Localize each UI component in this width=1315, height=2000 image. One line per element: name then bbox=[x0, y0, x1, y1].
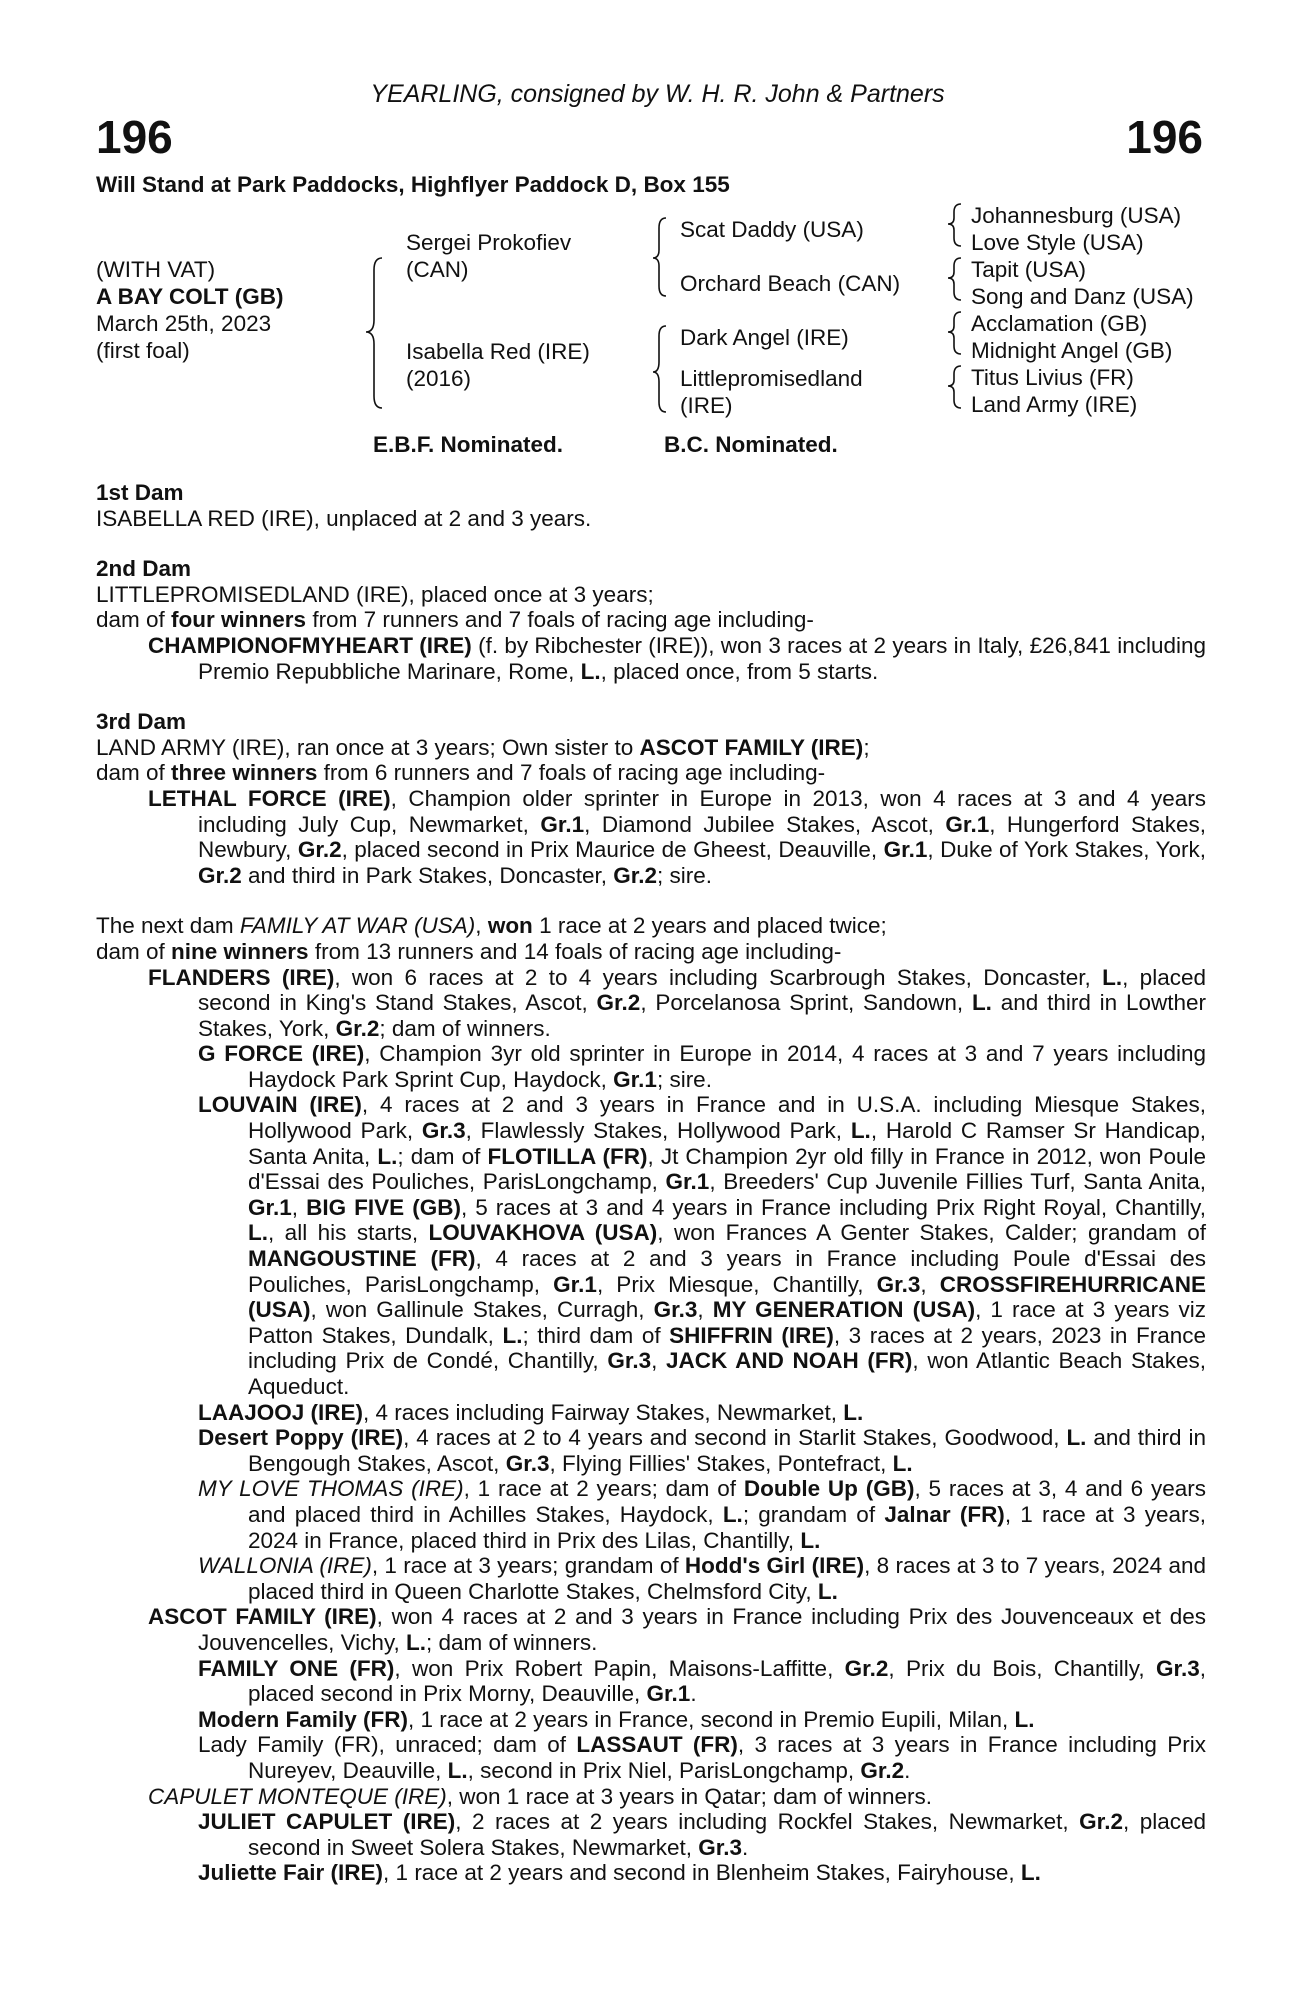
dam-sire: Dark Angel (IRE) bbox=[680, 325, 849, 350]
sire-sire: Scat Daddy (USA) bbox=[680, 217, 864, 242]
second-dam-line2: dam of four winners from 7 runners and 7 foals of racing age including- bbox=[96, 607, 814, 633]
brace-main bbox=[366, 258, 382, 408]
sire-name: Sergei Prokofiev bbox=[406, 230, 572, 255]
second-dam-heading: 2nd Dam bbox=[96, 556, 192, 582]
entry-capulet-monteque: CAPULET MONTEQUE (IRE), won 1 race at 3 years in Qatar; dam of winners. bbox=[148, 1783, 933, 1809]
entry-modern-family: Modern Family (FR), 1 race at 2 years in France, second in Premio Eupili, Milan, L. bbox=[198, 1706, 1035, 1732]
entry-wallonia: WALLONIA (IRE), 1 race at 3 years; grandam of Hodd's Girl (IRE), 8 races at 3 to 7 years, 2024 and placed third in Queen Charlotte Stakes, Chelmsford City, L. bbox=[198, 1553, 1206, 1604]
dd-sire: Titus Livius (FR) bbox=[971, 365, 1134, 390]
entry-g-force: G FORCE (IRE), Champion 3yr old sprinter in Europe in 2014, 4 races at 3 and 7 years including Haydock Park Sprint Cup, Haydock, Gr.1; sire. bbox=[198, 1041, 1206, 1092]
first-dam-text: ISABELLA RED (IRE), unplaced at 2 and 3 years. bbox=[96, 505, 592, 531]
entry-juliet-capulet: JULIET CAPULET (IRE), 2 races at 2 years including Rockfel Stakes, Newmarket, Gr.2, placed second in Sweet Solera Stakes, Newmarket, Gr.3. bbox=[198, 1809, 1206, 1860]
ebf-nominated: E.B.F. Nominated. bbox=[373, 432, 564, 457]
entry-family-one: FAMILY ONE (FR), won Prix Robert Papin, Maisons-Laffitte, Gr.2, Prix du Bois, Chantilly, Gr.3, placed second in Prix Morny, Deauville, Gr.1. bbox=[198, 1655, 1207, 1707]
horse-foal-note: (first foal) bbox=[96, 338, 190, 363]
sire-country: (CAN) bbox=[406, 257, 469, 282]
ss-dam: Love Style (USA) bbox=[971, 230, 1144, 255]
entry-laajooj: LAAJOOJ (IRE), 4 races including Fairway Stakes, Newmarket, L. bbox=[198, 1399, 864, 1425]
horse-name: A BAY COLT (GB) bbox=[96, 284, 284, 309]
ss-sire: Johannesburg (USA) bbox=[971, 203, 1182, 228]
produce-record bbox=[96, 480, 1206, 1886]
lot-number-right: 196 bbox=[1126, 111, 1203, 163]
next-dam-line2: dam of nine winners from 13 runners and 14 foals of racing age including- bbox=[96, 938, 842, 964]
sire-dam: Orchard Beach (CAN) bbox=[680, 271, 901, 296]
ds-sire: Acclamation (GB) bbox=[971, 311, 1148, 336]
entry-juliette-fair: Juliette Fair (IRE), 1 race at 2 years and second in Blenheim Stakes, Fairyhouse, L. bbox=[198, 1860, 1041, 1886]
third-dam-heading: 3rd Dam bbox=[96, 709, 187, 735]
next-dam-line1: The next dam FAMILY AT WAR (USA), won 1 race at 2 years and placed twice; bbox=[96, 913, 887, 939]
pedigree-braces bbox=[0, 0, 1315, 440]
dam-year: (2016) bbox=[406, 366, 472, 391]
horse-dob: March 25th, 2023 bbox=[96, 311, 272, 336]
entry-ascot-family: ASCOT FAMILY (IRE), won 4 races at 2 and 3 years in France including Prix des Jouvenceaux et des Jouvencelles, Vichy, L.; dam of winners. bbox=[148, 1604, 1206, 1655]
lot-number-left: 196 bbox=[96, 111, 173, 163]
brace-ss bbox=[948, 204, 961, 246]
sd-sire: Tapit (USA) bbox=[971, 257, 1087, 282]
brace-sire bbox=[653, 218, 666, 296]
third-dam-line1: LAND ARMY (IRE), ran once at 3 years; Own sister to ASCOT FAMILY (IRE); bbox=[96, 734, 870, 760]
third-dam-winner-entry: LETHAL FORCE (IRE), Champion older sprinter in Europe in 2013, won 4 races at 3 and 4 years including July Cup, Newmarket, Gr.1, Diamond Jubilee Stakes, Ascot, Gr.1, Hungerford Stakes, Newbury, Gr.2, placed second in Prix Maurice de Gheest, Deauville, Gr.1, Duke of York Stakes, York, Gr.2 and third in Park Stakes, Doncaster, Gr.2; sire. bbox=[148, 785, 1207, 888]
dam-dam-country: (IRE) bbox=[680, 393, 733, 418]
second-dam-winner-entry: CHAMPIONOFMYHEART (IRE) (f. by Ribchester (IRE)), won 3 races at 2 years in Italy, £26,841 including Premio Repubbliche Marinare, Rome, L., placed once, from 5 starts. bbox=[148, 632, 1207, 684]
vat-note: (WITH VAT) bbox=[96, 257, 216, 282]
sd-dam: Song and Danz (USA) bbox=[971, 284, 1194, 309]
entry-my-love-thomas: MY LOVE THOMAS (IRE), 1 race at 2 years; dam of Double Up (GB), 5 races at 3, 4 and 6 years and placed third in Achilles Stakes, Haydock, L.; grandam of Jalnar (FR), 1 race at 3 years, 2024 in France, placed third in Prix des Lilas, Chantilly, L. bbox=[198, 1476, 1207, 1553]
brace-ds bbox=[948, 312, 961, 354]
dd-dam: Land Army (IRE) bbox=[971, 392, 1138, 417]
first-dam-heading: 1st Dam bbox=[96, 480, 184, 505]
brace-dam bbox=[653, 326, 666, 412]
brace-dd bbox=[948, 366, 961, 408]
ds-dam: Midnight Angel (GB) bbox=[971, 338, 1173, 363]
bc-nominated: B.C. Nominated. bbox=[664, 432, 838, 457]
third-dam-line2: dam of three winners from 6 runners and 7 foals of racing age including- bbox=[96, 760, 826, 786]
entry-desert-poppy: Desert Poppy (IRE), 4 races at 2 to 4 years and second in Starlit Stakes, Goodwood, L. and third in Bengough Stakes, Ascot, Gr.3, Flying Fillies' Stakes, Pontefract, L. bbox=[198, 1425, 1206, 1476]
dam-name: Isabella Red (IRE) bbox=[406, 339, 590, 364]
dam-dam: Littlepromisedland bbox=[680, 366, 863, 391]
entry-flanders: FLANDERS (IRE), won 6 races at 2 to 4 years including Scarbrough Stakes, Doncaster, L., placed second in King's Stand Stakes, Ascot, Gr.2, Porcelanosa Sprint, Sandown, L. and third in Lowther Stakes, York, Gr.2; dam of winners. bbox=[148, 964, 1206, 1041]
entry-lady-family: Lady Family (FR), unraced; dam of LASSAUT (FR), 3 races at 3 years in France including Prix Nureyev, Deauville, L., second in Prix Niel, ParisLongchamp, Gr.2. bbox=[198, 1732, 1207, 1783]
consignment-line: YEARLING, consigned by W. H. R. John & Partners bbox=[370, 80, 945, 108]
entry-louvain: LOUVAIN (IRE), 4 races at 2 and 3 years in France and in U.S.A. including Miesque Stakes, Hollywood Park, Gr.3, Flawlessly Stakes, Hollywood Park, L., Harold C Ramser Sr Handicap, Santa Anita, L.; dam of FLOTILLA (FR), Jt Champion 2yr old filly in France in 2012, won Poule d'Essai des Pouliches, ParisLongchamp, Gr.1, Breeders' Cup Juvenile Fillies Turf, Santa Anita, Gr.1, BIG FIVE (GB), 5 races at 3 and 4 years in France including Prix Right Royal, Chantilly, L., all his starts, LOUVAKHOVA (USA), won Frances A Genter Stakes, Calder; grandam of MANGOUSTINE (FR), 4 races at 2 and 3 years in France including Poule d'Essai des Pouliches, ParisLongchamp, Gr.1, Prix Miesque, Chantilly, Gr.3, CROSSFIREHURRICANE (USA), won Gallinule Stakes, Curragh, Gr.3, MY GENERATION (USA), 1 race at 3 years viz Patton Stakes, Dundalk, L.; third dam of SHIFFRIN (IRE), 3 races at 2 years, 2023 in France including Prix de Condé, Chantilly, Gr.3, JACK AND NOAH (FR), won Atlantic Beach Stakes, Aqueduct. bbox=[198, 1092, 1206, 1399]
stand-location: Will Stand at Park Paddocks, Highflyer Paddock D, Box 155 bbox=[96, 172, 730, 197]
brace-sd bbox=[948, 258, 961, 300]
second-dam-line1: LITTLEPROMISEDLAND (IRE), placed once at 3 years; bbox=[96, 581, 654, 607]
